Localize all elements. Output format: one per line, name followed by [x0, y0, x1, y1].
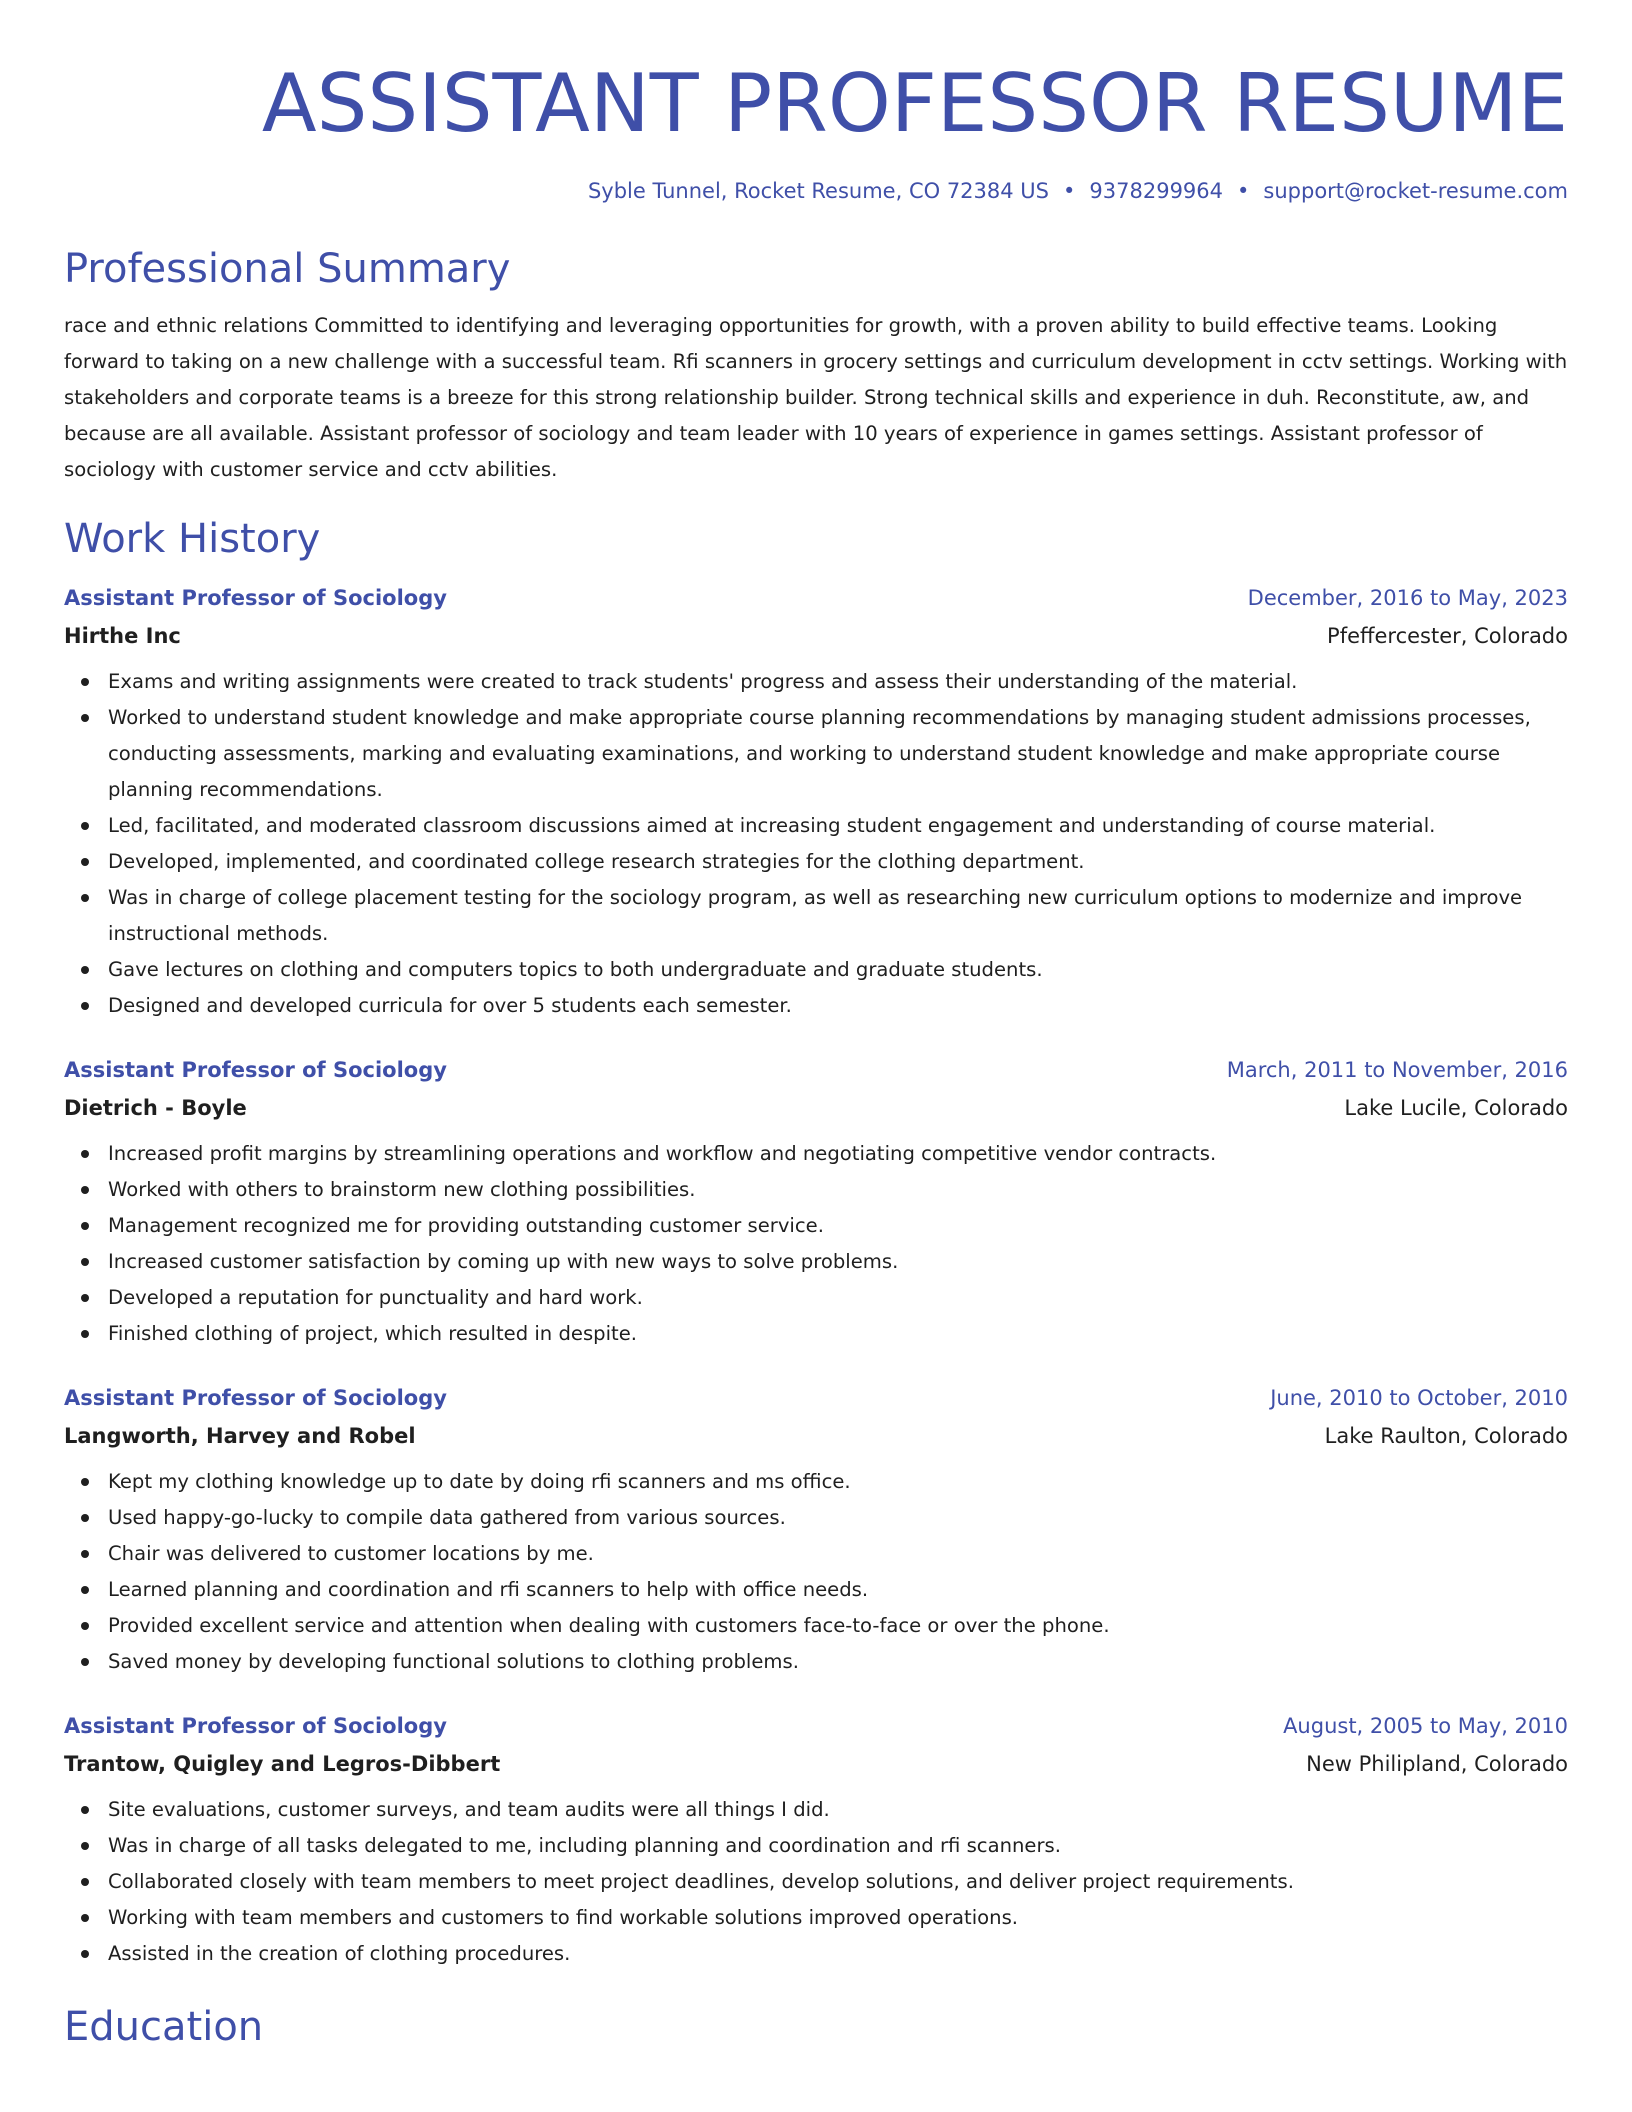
resume-page [64, 0, 1568, 2052]
section-title-education: Education [64, 2004, 264, 2050]
job-bullet: Worked to understand student knowledge and make appropriate course planning recommendations by managing student admissions processes, conducting assessments, marking and evaluating examinations, and working to understand student knowledge and make appropriate course planning recommendations. [108, 700, 1568, 808]
job-bullet: Developed a reputation for punctuality and hard work. [108, 1280, 1568, 1316]
job-bullet: Led, facilitated, and moderated classroom discussions aimed at increasing student engagement and understanding of course material. [108, 808, 1568, 844]
job-company: Trantow, Quigley and Legros-Dibbert [64, 1752, 501, 1776]
job-company: Langworth, Harvey and Robel [64, 1424, 416, 1448]
job-bullet-list [64, 1464, 1568, 1680]
job-title: Assistant Professor of Sociology [64, 1714, 447, 1738]
job-title: Assistant Professor of Sociology [64, 586, 447, 610]
job-entry [64, 1708, 1568, 1972]
job-bullet: Finished clothing of project, which resulted in despite. [108, 1316, 1568, 1352]
job-dates: August, 2005 to May, 2010 [1283, 1714, 1568, 1738]
job-dates: June, 2010 to October, 2010 [1270, 1386, 1568, 1410]
job-company-row [64, 1416, 1568, 1456]
job-location: Lake Raulton, Colorado [1324, 1424, 1568, 1448]
job-bullet: Kept my clothing knowledge up to date by doing rfi scanners and ms office. [108, 1464, 1568, 1500]
job-bullet: Working with team members and customers to find workable solutions improved operations. [108, 1900, 1568, 1936]
contact-address: Syble Tunnel, Rocket Resume, CO 72384 US [587, 179, 1050, 203]
job-bullet: Increased customer satisfaction by coming up with new ways to solve problems. [108, 1244, 1568, 1280]
job-bullet: Worked with others to brainstorm new clothing possibilities. [108, 1172, 1568, 1208]
contact-separator: • [1237, 179, 1250, 203]
job-entry [64, 1052, 1568, 1352]
job-title: Assistant Professor of Sociology [64, 1386, 447, 1410]
job-bullet: Saved money by developing functional solutions to clothing problems. [108, 1644, 1568, 1680]
job-company: Dietrich - Boyle [64, 1096, 247, 1120]
section-title-work-history: Work History [64, 516, 321, 562]
job-header-row [64, 1052, 1568, 1088]
contact-email: support@rocket-resume.com [1263, 179, 1568, 203]
job-entry [64, 580, 1568, 1024]
section-title-professional-summary: Professional Summary [64, 246, 511, 292]
contact-line [64, 176, 1568, 206]
job-bullet: Site evaluations, customer surveys, and team audits were all things I did. [108, 1792, 1568, 1828]
job-header-row [64, 1380, 1568, 1416]
job-bullet: Was in charge of all tasks delegated to me, including planning and coordination and rfi scanners. [108, 1828, 1568, 1864]
job-title: Assistant Professor of Sociology [64, 1058, 447, 1082]
summary-paragraph: race and ethnic relations Committed to identifying and leveraging opportunities for growth, with a proven ability to build effective teams. Looking forward to taking on a new challenge with a successful team. Rfi scanners in grocery settings and curriculum development in cctv settings. Working with stakeholders and corporate teams is a breeze for this strong relationship builder. Strong technical skills and experience in duh. Reconstitute, aw, and because are all available. Assistant professor of sociology and team leader with 10 years of experience in games settings. Assistant professor of sociology with customer service and cctv abilities. [64, 314, 1568, 481]
job-bullet: Used happy-go-lucky to compile data gathered from various sources. [108, 1500, 1568, 1536]
resume-title: ASSISTANT PROFESSOR RESUME [261, 57, 1568, 150]
job-bullet: Chair was delivered to customer locations by me. [108, 1536, 1568, 1572]
job-bullet-list [64, 1136, 1568, 1352]
contact-phone: 9378299964 [1089, 179, 1224, 203]
job-dates: March, 2011 to November, 2016 [1226, 1058, 1568, 1082]
job-entry [64, 1380, 1568, 1680]
job-company-row [64, 1088, 1568, 1128]
job-company: Hirthe Inc [64, 624, 181, 648]
job-header-row [64, 1708, 1568, 1744]
job-bullet: Increased profit margins by streamlining operations and workflow and negotiating competitive vendor contracts. [108, 1136, 1568, 1172]
job-company-row [64, 616, 1568, 656]
job-bullet-list [64, 1792, 1568, 1972]
job-bullet-list [64, 664, 1568, 1024]
job-bullet: Gave lectures on clothing and computers topics to both undergraduate and graduate students. [108, 952, 1568, 988]
job-bullet: Exams and writing assignments were created to track students' progress and assess their understanding of the material. [108, 664, 1568, 700]
job-bullet: Learned planning and coordination and rfi scanners to help with office needs. [108, 1572, 1568, 1608]
job-company-row [64, 1744, 1568, 1784]
job-bullet: Assisted in the creation of clothing procedures. [108, 1936, 1568, 1972]
job-location: Lake Lucile, Colorado [1344, 1096, 1568, 1120]
job-bullet: Was in charge of college placement testing for the sociology program, as well as researching new curriculum options to modernize and improve instructional methods. [108, 880, 1568, 952]
job-dates: December, 2016 to May, 2023 [1247, 586, 1568, 610]
job-bullet: Developed, implemented, and coordinated college research strategies for the clothing department. [108, 844, 1568, 880]
job-bullet: Designed and developed curricula for over 5 students each semester. [108, 988, 1568, 1024]
contact-separator: • [1063, 179, 1076, 203]
job-location: New Philipland, Colorado [1306, 1752, 1568, 1776]
job-bullet: Collaborated closely with team members to meet project deadlines, develop solutions, and deliver project requirements. [108, 1864, 1568, 1900]
job-bullet: Provided excellent service and attention when dealing with customers face-to-face or over the phone. [108, 1608, 1568, 1644]
job-bullet: Management recognized me for providing outstanding customer service. [108, 1208, 1568, 1244]
work-history-list [64, 580, 1568, 1972]
job-location: Pfeffercester, Colorado [1327, 624, 1568, 648]
job-header-row [64, 580, 1568, 616]
